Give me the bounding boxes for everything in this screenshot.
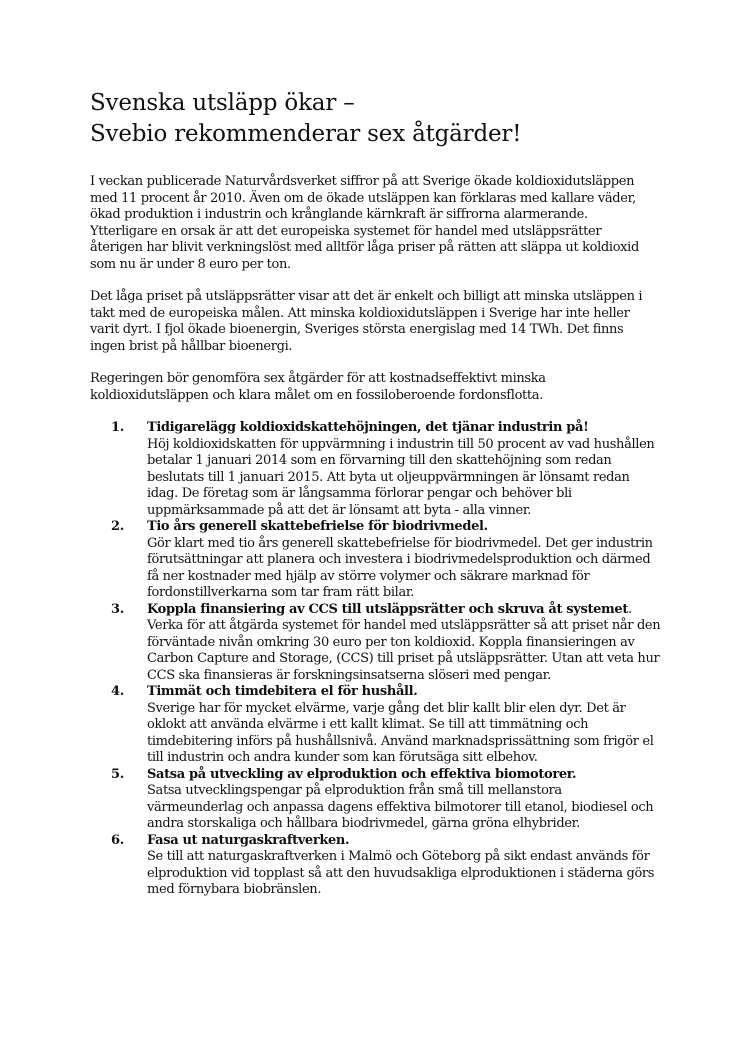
measure-heading xyxy=(147,684,665,701)
measure-heading xyxy=(147,420,665,437)
measure-heading-text: Koppla finansiering av CCS till utsläppsrätter och skruva åt systemet xyxy=(147,601,629,617)
paragraph-line: ökad produktion i industrin och krånglande kärnkraft är siffrorna alarmerande. xyxy=(90,207,588,222)
intro-paragraphs xyxy=(90,174,665,404)
measure-heading-text: Satsa på utveckling av elproduktion och effektiva biomotorer. xyxy=(147,766,577,782)
paragraph xyxy=(90,289,665,355)
measure-number: 5. xyxy=(111,766,124,782)
page-title xyxy=(90,88,665,150)
measure-body-line: betalar 1 januari 2014 som en förvarning till den skattehöjning som redan xyxy=(147,453,612,468)
measure-body-line: beslutats till 1 januari 2015. Att byta ut oljeuppvärmningen är lönsamt redan xyxy=(147,469,630,485)
measure-number: 3. xyxy=(111,601,124,617)
measure-number: 2. xyxy=(111,519,124,534)
title-line-1: Svenska utsläpp ökar – xyxy=(90,90,355,116)
measure-item xyxy=(90,833,665,899)
measure-number: 6. xyxy=(111,832,124,848)
measure-item xyxy=(90,602,665,685)
title-line-2: Svebio rekommenderar sex åtgärder! xyxy=(90,121,522,147)
measure-body-line: fordonstillverkarna som tar fram rätt bilar. xyxy=(147,585,415,600)
measure-number: 4. xyxy=(111,684,124,699)
measure-body-line: Carbon Capture and Storage, (CCS) till priset på utsläppsrätter. Utan att veta hur xyxy=(147,651,660,666)
measures-list xyxy=(90,420,665,899)
measure-item xyxy=(90,420,665,519)
paragraph-line: Det låga priset på utsläppsrätter visar att det är enkelt och billigt att minska utsläppen i xyxy=(90,289,643,304)
measure-heading-text: Fasa ut naturgaskraftverken. xyxy=(147,832,350,848)
paragraph xyxy=(90,174,665,273)
measure-heading-text: Tidigarelägg koldioxidskattehöjningen, det tjänar industrin på! xyxy=(147,420,589,435)
paragraph-line: takt med de europeiska målen. Att minska koldioxidutsläppen i Sverige har inte heller xyxy=(90,305,630,321)
paragraph-line: med 11 procent år 2010. Även om de ökade utsläppen kan förklaras med kallare väder, xyxy=(90,190,636,206)
document-page xyxy=(90,88,665,899)
measure-heading xyxy=(147,833,665,850)
measure-body-line: Sverige har för mycket elvärme, varje gång det blir kallt blir elen dyr. Det är xyxy=(147,700,626,716)
measure-body-line: timdebitering införs på hushållsnivå. Använd marknadsprissättning som frigör el xyxy=(147,733,654,749)
paragraph-line: återigen har blivit verkningslöst med alltför låga priser på rätten att släppa ut koldioxid xyxy=(90,240,639,255)
paragraph-line: som nu är under 8 euro per ton. xyxy=(90,256,291,272)
measure-heading xyxy=(147,519,665,536)
paragraph-line: ingen brist på hållbar bioenergi. xyxy=(90,338,293,354)
measure-body-line: Gör klart med tio års generell skattebefrielse för biodrivmedel. Det ger industrin xyxy=(147,535,653,551)
measure-body-line: värmeunderlag och anpassa dagens effektiva bilmotorer till etanol, biodiesel och xyxy=(147,799,654,815)
paragraph-line: Regeringen bör genomföra sex åtgärder för att kostnadseffektivt minska xyxy=(90,371,546,386)
measure-body-line: förutsättningar att planera och investera i biodrivmedelsproduktion och därmed xyxy=(147,552,651,567)
measure-heading-suffix: . xyxy=(628,601,632,617)
measure-body-line: andra storskaliga och hållbara biodrivmedel, gärna gröna elhybrider. xyxy=(147,816,580,831)
measure-body-line: idag. De företag som är långsamma förlorar pengar och behöver bli xyxy=(147,486,572,501)
measure-body-line: förväntade nivån omkring 30 euro per ton koldioxid. Koppla finansieringen av xyxy=(147,634,635,650)
paragraph xyxy=(90,371,665,404)
paragraph-line: I veckan publicerade Naturvårdsverket siffror på att Sverige ökade koldioxidutsläppen xyxy=(90,174,635,189)
paragraph-line: varit dyrt. I fjol ökade bioenergin, Sveriges största energislag med 14 TWh. Det finns xyxy=(90,322,624,337)
measure-body-line: elproduktion vid topplast så att den huvudsakliga elproduktionen i städerna görs xyxy=(147,865,655,881)
paragraph-line: Ytterligare en orsak är att det europeiska systemet för handel med utsläppsrätter xyxy=(90,223,602,239)
measure-heading xyxy=(147,767,665,784)
measure-body-line: till industrin och andra kunder som kan förutsäga sitt elbehov. xyxy=(147,750,538,765)
measure-heading-text: Tio års generell skattebefrielse för biodrivmedel. xyxy=(147,519,488,534)
measure-item xyxy=(90,684,665,767)
measure-body-line: Verka för att åtgärda systemet för handel med utsläppsrätter så att priset når den xyxy=(147,618,661,633)
paragraph-line: koldioxidutsläppen och klara målet om en fossiloberoende fordonsflotta. xyxy=(90,387,543,403)
measure-heading xyxy=(147,602,665,619)
measure-body-line: få ner kostnader med hjälp av större volymer och säkrare marknad för xyxy=(147,568,590,584)
measure-body-line: Satsa utvecklingspengar på elproduktion från små till mellanstora xyxy=(147,783,562,798)
measure-body-line: uppmärksammade på att det är lönsamt att byta - alla vinner. xyxy=(147,502,532,518)
measure-item xyxy=(90,767,665,833)
measure-body-line: Höj koldioxidskatten för uppvärmning i industrin till 50 procent av vad hushållen xyxy=(147,436,655,452)
measure-number: 1. xyxy=(111,420,124,435)
measure-body-line: CCS ska finansieras är forskningsinsatserna slöseri med pengar. xyxy=(147,667,551,683)
measure-heading-text: Timmät och timdebitera el för hushåll. xyxy=(147,684,418,699)
measure-body-line: Se till att naturgaskraftverken i Malmö och Göteborg på sikt endast används för xyxy=(147,849,650,864)
measure-body-line: med förnybara biobränslen. xyxy=(147,882,322,897)
measure-body-line: oklokt att använda elvärme i ett kallt klimat. Se till att timmätning och xyxy=(147,717,589,732)
measure-item xyxy=(90,519,665,602)
